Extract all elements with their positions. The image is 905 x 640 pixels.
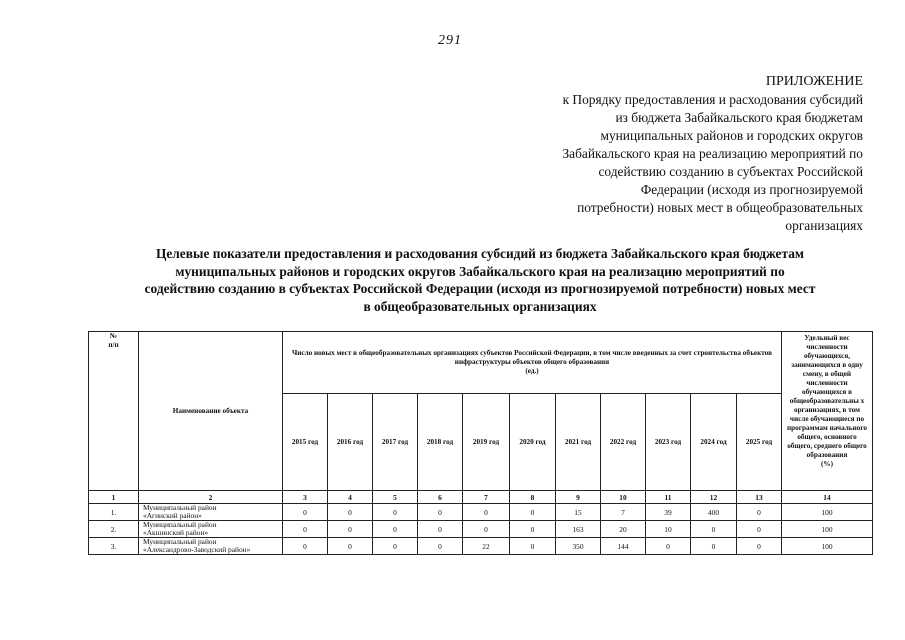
column-number: 4: [328, 491, 373, 504]
appendix-title: ПРИЛОЖЕНИЕ: [765, 74, 863, 89]
header-year: 2015 год: [283, 394, 328, 491]
header-year: 2024 год: [691, 394, 737, 491]
value-cell: 0: [737, 504, 782, 521]
value-cell: 10: [646, 521, 691, 538]
value-cell: 350: [556, 538, 601, 555]
value-cell: 20: [601, 521, 646, 538]
header-year: 2023 год: [646, 394, 691, 491]
value-cell: 0: [418, 538, 463, 555]
header-year: 2016 год: [328, 394, 373, 491]
value-cell: 0: [510, 521, 556, 538]
title-line: содействию созданию в субъектах Российской Федерации (исходя из прогнозируемой потребности) новых мест: [144, 281, 816, 296]
value-cell: 144: [601, 538, 646, 555]
header-year: 2017 год: [373, 394, 418, 491]
appendix-line: Федерации (исходя из прогнозируемой: [640, 182, 863, 197]
title-line: в общеобразовательных организациях: [363, 298, 597, 314]
column-number: 2: [139, 491, 283, 504]
value-cell: 0: [691, 538, 737, 555]
value-cell: 0: [737, 538, 782, 555]
value-cell: 15: [556, 504, 601, 521]
header-year: 2020 год: [510, 394, 556, 491]
header-year: 2025 год: [737, 394, 782, 491]
column-number: 8: [510, 491, 556, 504]
column-number: 10: [601, 491, 646, 504]
table-row: [89, 504, 873, 521]
title-line: муниципальных районов и городских округов Забайкальского края на реализацию мероприятий по: [175, 263, 785, 279]
appendix-line: организациях: [785, 218, 863, 233]
column-number: 12: [691, 491, 737, 504]
value-cell: 0: [373, 521, 418, 538]
value-cell: 400: [691, 504, 737, 521]
appendix-line: муниципальных районов и городских округов: [600, 128, 863, 143]
value-cell: 0: [737, 521, 782, 538]
share-cell: 100: [782, 521, 873, 538]
object-name: Муниципальный район «Агинский район»: [139, 504, 283, 521]
header-share: Удельный вес численности обучающихся, занимающихся в одну смену, в общей численности обучающихся в общеобразовательны х организациях, в том числе обучающиеся по программам начального общего, основного общего, среднего общего образования (%): [782, 332, 873, 491]
column-number: 11: [646, 491, 691, 504]
column-number-row: [89, 491, 873, 504]
value-cell: 0: [373, 504, 418, 521]
share-cell: 100: [782, 538, 873, 555]
share-cell: 100: [782, 504, 873, 521]
column-number: 3: [283, 491, 328, 504]
value-cell: 0: [463, 504, 510, 521]
header-year: 2019 год: [463, 394, 510, 491]
column-number: 6: [418, 491, 463, 504]
value-cell: 0: [283, 538, 328, 555]
appendix-line: из бюджета Забайкальского края бюджетам: [615, 110, 863, 125]
column-number: 5: [373, 491, 418, 504]
column-number: 9: [556, 491, 601, 504]
indicators-table: [88, 331, 873, 555]
value-cell: 0: [373, 538, 418, 555]
row-number: 3.: [89, 538, 139, 555]
table-row: [89, 538, 873, 555]
value-cell: 0: [646, 538, 691, 555]
indicators-table-wrap: [88, 331, 873, 555]
value-cell: 7: [601, 504, 646, 521]
value-cell: 0: [328, 538, 373, 555]
value-cell: 0: [463, 521, 510, 538]
column-number: 1: [89, 491, 139, 504]
header-year: 2021 год: [556, 394, 601, 491]
value-cell: 0: [283, 521, 328, 538]
value-cell: 163: [556, 521, 601, 538]
value-cell: 0: [510, 504, 556, 521]
column-number: 13: [737, 491, 782, 504]
value-cell: 0: [418, 504, 463, 521]
value-cell: 0: [418, 521, 463, 538]
object-name: Муниципальный район «Акшинский район»: [139, 521, 283, 538]
appendix-line: к Порядку предоставления и расходования субсидий: [562, 92, 863, 107]
value-cell: 0: [510, 538, 556, 555]
value-cell: 0: [691, 521, 737, 538]
table-row: [89, 521, 873, 538]
appendix-block: [483, 73, 863, 235]
column-number: 7: [463, 491, 510, 504]
appendix-line: содействию созданию в субъектах Российской: [598, 164, 863, 179]
header-number: № п/п: [89, 332, 139, 491]
appendix-line: Забайкальского края на реализацию мероприятий по: [562, 146, 863, 161]
value-cell: 0: [328, 504, 373, 521]
value-cell: 22: [463, 538, 510, 555]
object-name: Муниципальный район «Александрово-Заводский район»: [139, 538, 283, 555]
header-object-name: Наименование объекта: [139, 332, 283, 491]
row-number: 1.: [89, 504, 139, 521]
header-new-places: Число новых мест в общеобразовательных организациях субъектов Российской Федерации, в том числе введенных за счет строительства объектов инфраструктуры объектов общего образования (ед.): [283, 332, 782, 394]
appendix-line: потребности) новых мест в общеобразовательных: [577, 200, 863, 215]
title-line: Целевые показатели предоставления и расходования субсидий из бюджета Забайкальского края бюджетам: [155, 246, 805, 261]
row-number: 2.: [89, 521, 139, 538]
value-cell: 0: [328, 521, 373, 538]
page-number: 291: [438, 33, 462, 48]
header-year: 2018 год: [418, 394, 463, 491]
header-year: 2022 год: [601, 394, 646, 491]
value-cell: 39: [646, 504, 691, 521]
value-cell: 0: [283, 504, 328, 521]
column-number: 14: [782, 491, 873, 504]
document-title: [90, 245, 870, 315]
